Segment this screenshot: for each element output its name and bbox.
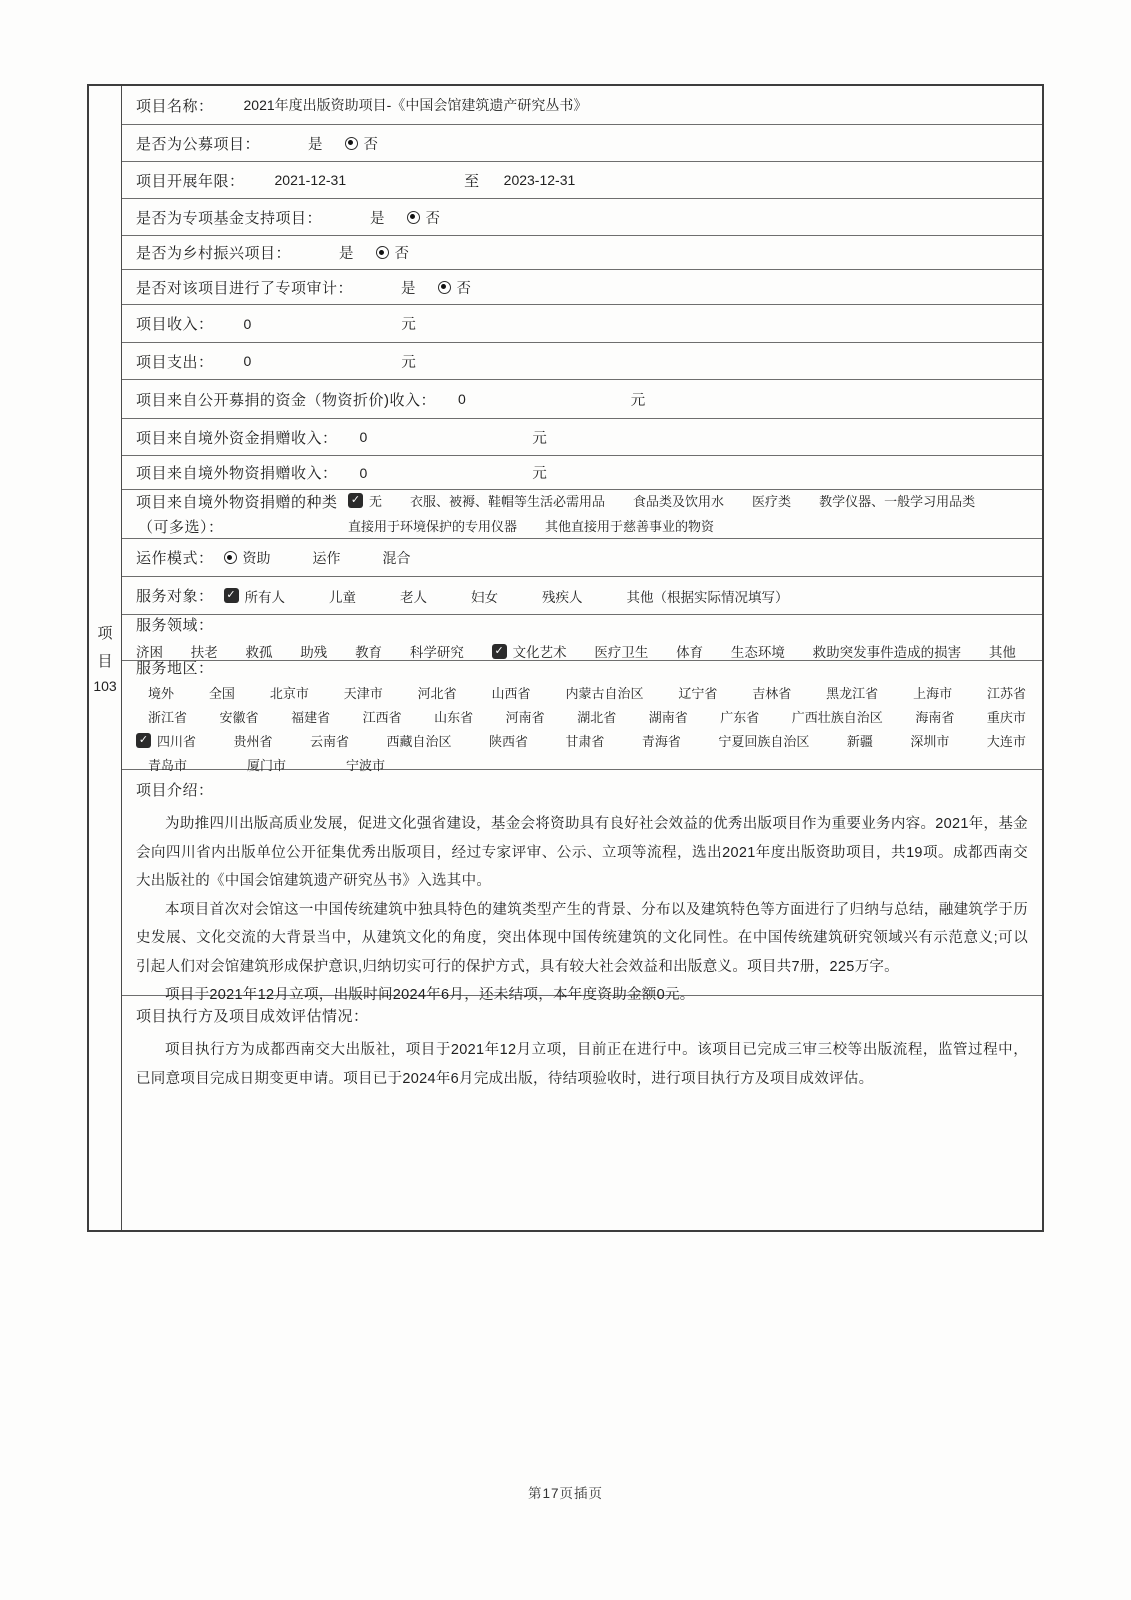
row-is-public-fundraising — [122, 125, 1042, 162]
option-否[interactable] — [438, 277, 472, 298]
option-广东省[interactable] — [720, 707, 759, 726]
option-江苏省[interactable] — [987, 683, 1026, 702]
option-山西省[interactable] — [492, 683, 531, 702]
option-label: 科学研究 — [409, 645, 464, 660]
option-label: 山东省 — [434, 709, 474, 725]
row-service-field — [122, 615, 1042, 661]
option-label: 妇女 — [471, 589, 499, 605]
radio-selected-icon[interactable] — [438, 281, 451, 294]
option-label: 是 — [308, 136, 323, 153]
option-label: 黑龙江省 — [826, 685, 879, 701]
option-所有人[interactable] — [224, 586, 286, 606]
option-黑龙江省[interactable] — [826, 683, 878, 702]
option-label: 生态环境 — [730, 645, 785, 660]
project-intro-paragraph: 项目于2021年12月立项，出版时间2024年6月，还未结项，本年度资助金额0元。 — [165, 987, 695, 1003]
public-donation-income-unit: 元 — [630, 392, 646, 409]
project-intro-label: 项目介绍： — [136, 782, 214, 799]
radio-selected-icon[interactable] — [407, 211, 420, 224]
is-special-audit-options — [401, 277, 471, 298]
option-label: 救孤 — [245, 645, 273, 660]
option-label: 浙江省 — [148, 709, 188, 725]
is-rural-revitalization-label: 是否为乡村振兴项目： — [136, 245, 292, 262]
option-label: 是 — [339, 246, 354, 262]
option-云南省[interactable] — [310, 731, 349, 750]
option-安徽省[interactable] — [220, 707, 259, 726]
overseas-goods-types-options-line1 — [348, 491, 975, 510]
option-label: 资助 — [242, 549, 271, 566]
option-辽宁省[interactable] — [678, 683, 717, 702]
row-project-expense — [122, 343, 1042, 380]
option-甘肃省[interactable] — [565, 731, 604, 750]
option-label: 其他（根据实际情况填写） — [626, 589, 789, 605]
option-是[interactable] — [339, 242, 354, 263]
option-label: 广西壮族自治区 — [791, 709, 883, 725]
checkbox-checked-icon[interactable]: ✓ — [224, 588, 239, 603]
overseas-fund-income-value: 0 — [359, 429, 368, 445]
row-project-income — [122, 305, 1042, 343]
option-label: 儿童 — [329, 589, 357, 605]
option-食品类及饮用水[interactable] — [633, 491, 724, 510]
project-period-separator: 至 — [464, 172, 480, 190]
is-special-audit-label: 是否对该项目进行了专项审计： — [136, 279, 354, 297]
project-index-char: 项 — [97, 625, 113, 642]
project-expense-value: 0 — [243, 353, 252, 369]
checkbox-checked-icon[interactable]: ✓ — [136, 733, 151, 748]
option-福建省[interactable] — [291, 707, 330, 726]
option-label: 宁波市 — [346, 757, 386, 773]
project-index-char: 目 — [97, 653, 113, 670]
option-label: 安徽省 — [219, 709, 259, 725]
option-label: 否 — [394, 246, 410, 262]
option-label: 海南省 — [915, 709, 955, 725]
option-label: 是 — [401, 280, 416, 297]
option-湖北省[interactable] — [577, 707, 616, 726]
overseas-goods-income-unit: 元 — [532, 466, 547, 482]
option-label: 福建省 — [291, 709, 331, 725]
project-income-label: 项目收入： — [136, 316, 214, 333]
evaluation-paragraph: 项目执行方为成都西南交大出版社，项目于2021年12月立项，目前正在进行中。该项目已完成三审三校等出版流程，监管过程中，已同意项目完成日期变更申请。项目已于2024年6月完成出版，待结项验收时，进行项目执行方及项目成效评估。 — [136, 1042, 1028, 1087]
option-label: 所有人 — [244, 589, 286, 605]
option-label: 新疆 — [846, 733, 873, 749]
option-label: 其他直接用于慈善事业的物资 — [545, 519, 715, 534]
operation-mode-label: 运作模式： — [136, 550, 214, 567]
row-project-intro — [122, 770, 1042, 1003]
option-label: 老人 — [400, 589, 428, 605]
option-label: 宁夏回族自治区 — [718, 733, 810, 749]
option-大连市[interactable] — [987, 731, 1026, 750]
option-label: 青海省 — [641, 733, 681, 749]
option-label: 四川省 — [157, 733, 197, 749]
overseas-goods-income-value: 0 — [359, 464, 368, 481]
service-region-line2 — [136, 707, 1042, 726]
project-period-label: 项目开展年限： — [136, 172, 245, 190]
option-浙江省[interactable] — [148, 707, 187, 726]
option-老人[interactable] — [400, 586, 427, 606]
overseas-fund-income-label: 项目来自境外资金捐赠收入： — [136, 429, 338, 447]
option-深圳市[interactable] — [910, 731, 949, 750]
option-label: 广东省 — [720, 709, 760, 725]
project-index-number: 103 — [93, 678, 117, 694]
row-service-region — [122, 659, 1042, 773]
option-label: 否 — [363, 136, 379, 153]
option-label: 救助突发事件造成的损害 — [812, 645, 962, 660]
option-北京市[interactable] — [270, 683, 309, 702]
option-儿童[interactable] — [329, 586, 356, 606]
is-rural-revitalization-options — [339, 242, 409, 263]
option-内蒙古自治区[interactable] — [565, 683, 643, 702]
overseas-goods-types-label-line2: （可多选）： — [138, 519, 224, 536]
option-衣服、被褥、鞋帽等生活必需用品[interactable] — [410, 491, 605, 510]
option-全国[interactable] — [209, 683, 235, 702]
option-label: 西藏自治区 — [386, 733, 452, 749]
service-region-line3 — [136, 731, 1042, 750]
option-label: 大连市 — [986, 733, 1026, 749]
option-label: 辽宁省 — [678, 685, 718, 701]
operation-mode-options — [224, 548, 411, 568]
overseas-goods-income-label: 项目来自境外物资捐赠收入： — [136, 465, 338, 482]
project-intro-text — [136, 810, 1042, 1010]
radio-selected-icon[interactable] — [224, 551, 237, 564]
option-label: 境外 — [148, 685, 175, 701]
option-label: 内蒙古自治区 — [565, 685, 644, 701]
row-service-target — [122, 577, 1042, 615]
service-field-label: 服务领域： — [136, 617, 214, 634]
option-label: 天津市 — [343, 685, 383, 701]
option-label: 全国 — [208, 685, 235, 701]
option-label: 直接用于环境保护的专用仪器 — [348, 519, 518, 534]
option-label: 山西省 — [491, 685, 531, 701]
option-label: 济困 — [136, 645, 163, 660]
project-period-start: 2021-12-31 — [274, 172, 347, 188]
option-label: 厦门市 — [247, 757, 287, 773]
project-income-unit: 元 — [401, 317, 416, 333]
option-否[interactable] — [407, 207, 441, 228]
overseas-fund-income-unit: 元 — [532, 430, 547, 447]
overseas-goods-types-options — [348, 491, 975, 535]
option-label: 医疗卫生 — [594, 645, 649, 660]
row-is-special-audit — [122, 270, 1042, 305]
radio-selected-icon[interactable] — [376, 246, 389, 259]
service-target-options — [224, 586, 789, 606]
row-evaluation — [122, 996, 1042, 1230]
option-label: 体育 — [676, 645, 704, 660]
option-直接用于环境保护的专用仪器[interactable] — [348, 516, 517, 535]
option-label: 文化艺术 — [512, 645, 567, 660]
option-陕西省[interactable] — [489, 731, 528, 750]
row-project-name — [122, 86, 1042, 125]
option-江西省[interactable] — [363, 707, 402, 726]
project-expense-unit: 元 — [401, 354, 416, 371]
project-expense-label: 项目支出： — [136, 353, 214, 371]
service-region-line1 — [136, 683, 1042, 702]
row-overseas-goods-income — [122, 456, 1042, 490]
is-public-fundraising-label: 是否为公募项目： — [136, 135, 261, 153]
option-是[interactable] — [401, 277, 416, 298]
option-河南省[interactable] — [506, 707, 545, 726]
service-region-label: 服务地区： — [136, 659, 214, 677]
public-donation-income-label: 项目来自公开募捐的资金（物资折价)收入： — [136, 391, 436, 409]
option-label: 青岛市 — [148, 757, 188, 773]
project-intro-paragraph: 为助推四川出版高质业发展，促进文化强省建设，基金会将资助具有良好社会效益的优秀出版项目作为重要业务内容。2021年，基金会向四川省内出版单位公开征集优秀出版项目，经过专家评审、公示、立项等流程，选出2021年度出版资助项目，共19项。成都西南交大出版社的《中国会馆建筑遗产研究丛书》入选其中。 — [136, 816, 1028, 889]
option-label: 否 — [456, 280, 472, 297]
option-label: 贵州省 — [233, 733, 273, 749]
option-label: 食品类及饮用水 — [633, 494, 725, 509]
option-西藏自治区[interactable] — [386, 731, 451, 750]
overseas-goods-types-content — [136, 491, 975, 537]
option-label: 湖北省 — [577, 709, 617, 725]
option-label: 河北省 — [417, 685, 457, 701]
option-label: 云南省 — [309, 733, 349, 749]
option-山东省[interactable] — [434, 707, 473, 726]
checkbox-checked-icon[interactable]: ✓ — [348, 493, 363, 508]
option-广西壮族自治区[interactable] — [792, 707, 883, 726]
option-教学仪器、一般学习用品类[interactable] — [819, 491, 975, 510]
option-label: 上海市 — [913, 685, 953, 701]
option-上海市[interactable] — [913, 683, 952, 702]
option-label: 吉林省 — [752, 685, 792, 701]
option-否[interactable] — [376, 242, 410, 263]
project-period-end: 2023-12-31 — [503, 172, 576, 188]
overseas-goods-types-label — [136, 491, 348, 537]
option-是[interactable] — [370, 207, 385, 228]
option-资助[interactable] — [224, 548, 271, 568]
option-吉林省[interactable] — [752, 683, 791, 702]
overseas-goods-types-options-line2 — [348, 516, 975, 535]
option-label: 湖南省 — [648, 709, 688, 725]
project-intro-paragraph: 本项目首次对会馆这一中国传统建筑中独具特色的建筑类型产生的背景、分布以及建筑特色等方面进行了归纳与总结，融建筑学于历史发展、文化交流的大背景当中，从建筑文化的角度，突出体现中国传统建筑的文化同性。在中国传统建筑研究领域兴有示范意义;可以引起人们对会馆建筑形成保护意识,归纳切实可行的保护方式，具有较大社会效益和出版意义。项目共7册，225万字。 — [136, 901, 1028, 975]
option-青海省[interactable] — [642, 731, 681, 750]
option-label: 医疗类 — [752, 494, 792, 509]
option-label: 深圳市 — [910, 733, 950, 749]
option-label: 混合 — [382, 549, 411, 566]
row-project-period — [122, 162, 1042, 199]
option-是[interactable] — [308, 133, 323, 154]
project-index-cell — [89, 86, 122, 1230]
evaluation-label: 项目执行方及项目成效评估情况： — [136, 1008, 369, 1025]
option-否[interactable] — [345, 133, 379, 154]
row-is-rural-revitalization — [122, 236, 1042, 270]
service-region-options — [136, 683, 1042, 774]
option-海南省[interactable] — [915, 707, 954, 726]
option-label: 其他 — [988, 645, 1016, 660]
option-境外[interactable] — [148, 683, 174, 702]
option-重庆市[interactable] — [987, 707, 1026, 726]
public-donation-income-value: 0 — [458, 391, 466, 407]
option-天津市[interactable] — [344, 683, 383, 702]
option-label: 江苏省 — [986, 685, 1026, 701]
option-河北省[interactable] — [418, 683, 457, 702]
option-label: 教学仪器、一般学习用品类 — [819, 494, 976, 509]
option-贵州省[interactable] — [233, 731, 272, 750]
option-label: 扶老 — [190, 645, 218, 660]
is-special-fund-options — [370, 207, 440, 228]
overseas-goods-types-label-line1: 项目来自境外物资捐赠的种类 — [136, 494, 338, 511]
is-public-fundraising-options — [308, 133, 378, 154]
option-label: 否 — [425, 210, 441, 227]
option-label: 北京市 — [269, 685, 309, 701]
option-混合[interactable] — [383, 548, 411, 568]
option-label: 河南省 — [505, 709, 545, 725]
is-special-fund-label: 是否为专项基金支持项目： — [136, 209, 323, 227]
option-其他（根据实际情况填写）[interactable] — [627, 586, 789, 606]
form-rows — [122, 86, 1042, 1230]
option-宁夏回族自治区[interactable] — [718, 731, 809, 750]
project-form-table — [87, 84, 1044, 1232]
row-overseas-fund-income — [122, 419, 1042, 456]
option-label: 教育 — [355, 645, 383, 660]
radio-selected-icon[interactable] — [345, 137, 358, 150]
project-name-label: 项目名称： — [136, 97, 214, 115]
option-label: 无 — [369, 494, 383, 509]
option-无[interactable] — [348, 491, 382, 510]
page-number: 第17页插页 — [527, 1486, 604, 1501]
option-运作[interactable] — [313, 548, 341, 568]
row-public-donation-income — [122, 380, 1042, 419]
project-income-value: 0 — [243, 315, 252, 332]
option-湖南省[interactable] — [649, 707, 688, 726]
row-is-special-fund — [122, 199, 1042, 236]
option-label: 江西省 — [362, 709, 402, 725]
option-label: 运作 — [312, 549, 341, 566]
option-label: 衣服、被褥、鞋帽等生活必需用品 — [410, 494, 606, 509]
option-label: 甘肃省 — [565, 733, 605, 749]
option-妇女[interactable] — [471, 586, 498, 606]
checkbox-checked-icon[interactable]: ✓ — [492, 644, 507, 659]
project-name-value: 2021年度出版资助项目-《中国会馆建筑遗产研究丛书》 — [243, 97, 588, 113]
row-operation-mode — [122, 539, 1042, 577]
row-overseas-goods-types — [122, 490, 1042, 539]
option-新疆[interactable] — [847, 731, 873, 750]
option-label: 是 — [370, 210, 385, 227]
option-医疗类[interactable] — [752, 491, 791, 510]
evaluation-text — [136, 1036, 1042, 1093]
option-残疾人[interactable] — [542, 586, 583, 606]
option-label: 残疾人 — [542, 589, 583, 605]
option-label: 重庆市 — [986, 709, 1026, 725]
option-其他直接用于慈善事业的物资[interactable] — [545, 516, 714, 535]
option-label: 助残 — [300, 645, 328, 660]
option-四川省[interactable] — [136, 731, 196, 750]
service-target-label: 服务对象： — [136, 588, 214, 605]
option-label: 陕西省 — [488, 733, 528, 749]
